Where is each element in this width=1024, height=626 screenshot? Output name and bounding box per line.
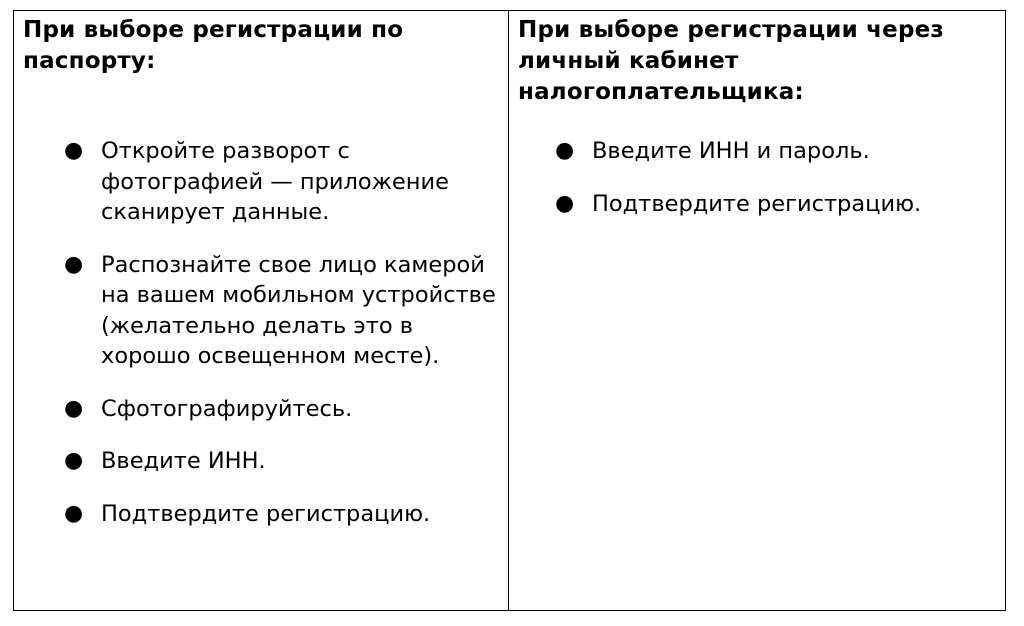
step-text: Подтвердите регистрацию. <box>592 190 922 217</box>
bullet-icon: ● <box>64 138 84 163</box>
list-item <box>64 446 504 477</box>
list-item <box>64 394 504 425</box>
list-item <box>555 189 995 220</box>
bullet-icon: ● <box>64 251 84 277</box>
passport-steps-list <box>64 136 504 551</box>
step-text: Введите ИНН и пароль. <box>592 138 870 164</box>
bullet-icon: ● <box>64 500 84 526</box>
passport-registration-title: При выборе регистрации по паспорту: <box>23 17 404 74</box>
step-text: Введите ИНН. <box>101 448 266 474</box>
step-text: Распознайте свое лицо камерой на вашем мобильном устройстве (желательно делать это в хорошо освещенном месте). <box>101 251 496 369</box>
taxpayer-account-registration-title: При выборе регистрации через личный кабинет налогоплательщика: <box>518 17 944 105</box>
step-text: Сфотографируйтесь. <box>101 395 353 422</box>
list-item <box>64 136 504 228</box>
list-item <box>555 136 995 167</box>
list-item <box>64 499 504 530</box>
bullet-icon: ● <box>64 395 84 421</box>
list-item <box>64 250 504 372</box>
step-text: Подтвердите регистрацию. <box>101 500 431 527</box>
bullet-icon: ● <box>555 190 575 216</box>
taxpayer-account-registration-column <box>509 11 1005 610</box>
bullet-icon: ● <box>555 138 575 163</box>
taxpayer-account-steps-list <box>555 136 995 241</box>
step-text: Откройте разворот с фотографией — приложение сканирует данные. <box>101 138 449 225</box>
passport-registration-column <box>14 11 509 610</box>
registration-methods-table <box>13 10 1006 611</box>
bullet-icon: ● <box>64 448 84 473</box>
